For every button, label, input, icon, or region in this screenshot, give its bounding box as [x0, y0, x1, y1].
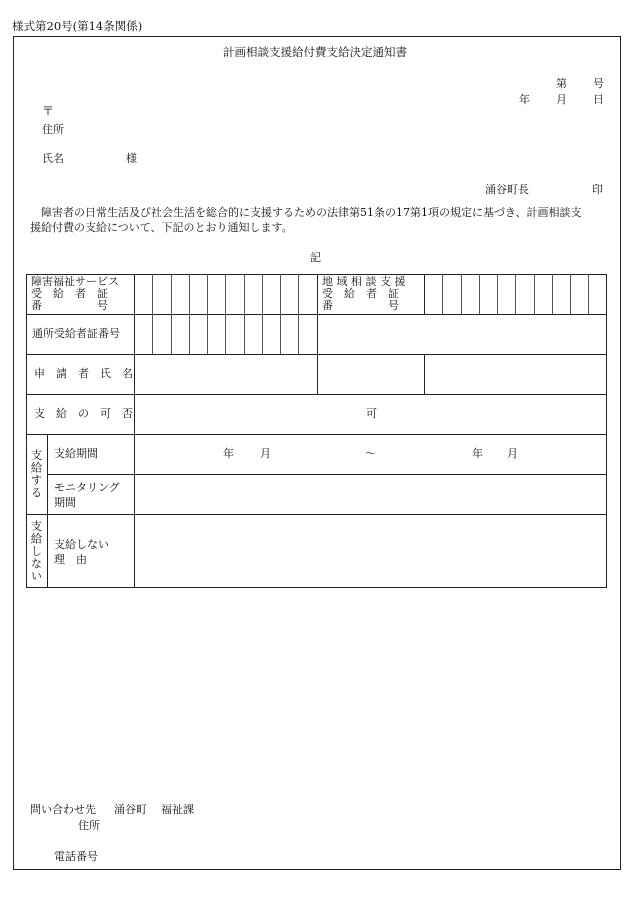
- service-cert-number-label: [31, 276, 128, 312]
- doc-number-dai: 第: [556, 77, 567, 90]
- period-year-1: 年: [223, 447, 234, 460]
- contact-town: 涌谷町: [114, 803, 147, 816]
- ki-label: 記: [310, 251, 321, 264]
- applicant-name-label: 申 請 者 氏 名: [34, 367, 133, 380]
- reason-label: [54, 537, 109, 567]
- day-service-cert-label: 通所受給者証番号: [32, 327, 120, 340]
- period-month-1: 月: [260, 447, 271, 460]
- label-line: 障害福祉サービス: [31, 275, 119, 288]
- label-line: 受 給 者 証: [31, 287, 108, 300]
- contact-phone-label: 電話番号: [54, 850, 98, 863]
- label-line: 理 由: [54, 553, 87, 566]
- period-month-2: 月: [507, 447, 518, 460]
- date-month: 月: [556, 93, 567, 106]
- label-line: 番 号: [322, 299, 399, 312]
- doc-number-go: 号: [593, 77, 604, 90]
- approval-value: 可: [366, 407, 377, 420]
- label-line: 支給しない: [54, 538, 109, 551]
- label-line: 受 給 者 証: [322, 287, 399, 300]
- community-cert-number-label: [322, 276, 419, 312]
- label-line: モニタリング: [54, 481, 120, 494]
- date-year: 年: [519, 93, 530, 106]
- contact-address-label: 住所: [78, 819, 100, 832]
- name-label: 氏名: [42, 152, 64, 165]
- label-line: 番 号: [31, 299, 108, 312]
- shikyu-suru-label: 支給する: [29, 449, 44, 499]
- issuer-seal: 印: [592, 183, 603, 196]
- contact-dept: 福祉課: [161, 803, 194, 816]
- date-day: 日: [593, 93, 604, 106]
- period-tilde: ～: [365, 447, 376, 460]
- monitoring-label: [54, 480, 120, 510]
- label-line: 地 域 相 談 支 援: [322, 275, 406, 288]
- period-year-2: 年: [472, 447, 483, 460]
- body-line-2: 援給付費の支給について、下記のとおり通知します。: [30, 221, 293, 234]
- form-id: 様式第20号(第14条関係): [12, 19, 143, 33]
- address-label: 住所: [42, 123, 64, 136]
- body-line-1: 障害者の日常生活及び社会生活を総合的に支援するための法律第51条の17第1項の規定に基づき、計画相談支: [41, 206, 582, 219]
- document-title: 計画相談支援給付費支給決定通知書: [223, 45, 407, 59]
- honorific: 様: [126, 152, 137, 165]
- postal-mark: 〒: [42, 104, 55, 118]
- approval-label: 支 給 の 可 否: [34, 407, 133, 420]
- label-line: 期間: [54, 496, 76, 509]
- document-frame: [13, 36, 621, 870]
- contact-label: 問い合わせ先: [30, 803, 96, 816]
- period-label: 支給期間: [54, 447, 98, 460]
- issuer-name: 涌谷町長: [485, 183, 529, 196]
- shikyu-shinai-label: 支給しない: [29, 520, 44, 583]
